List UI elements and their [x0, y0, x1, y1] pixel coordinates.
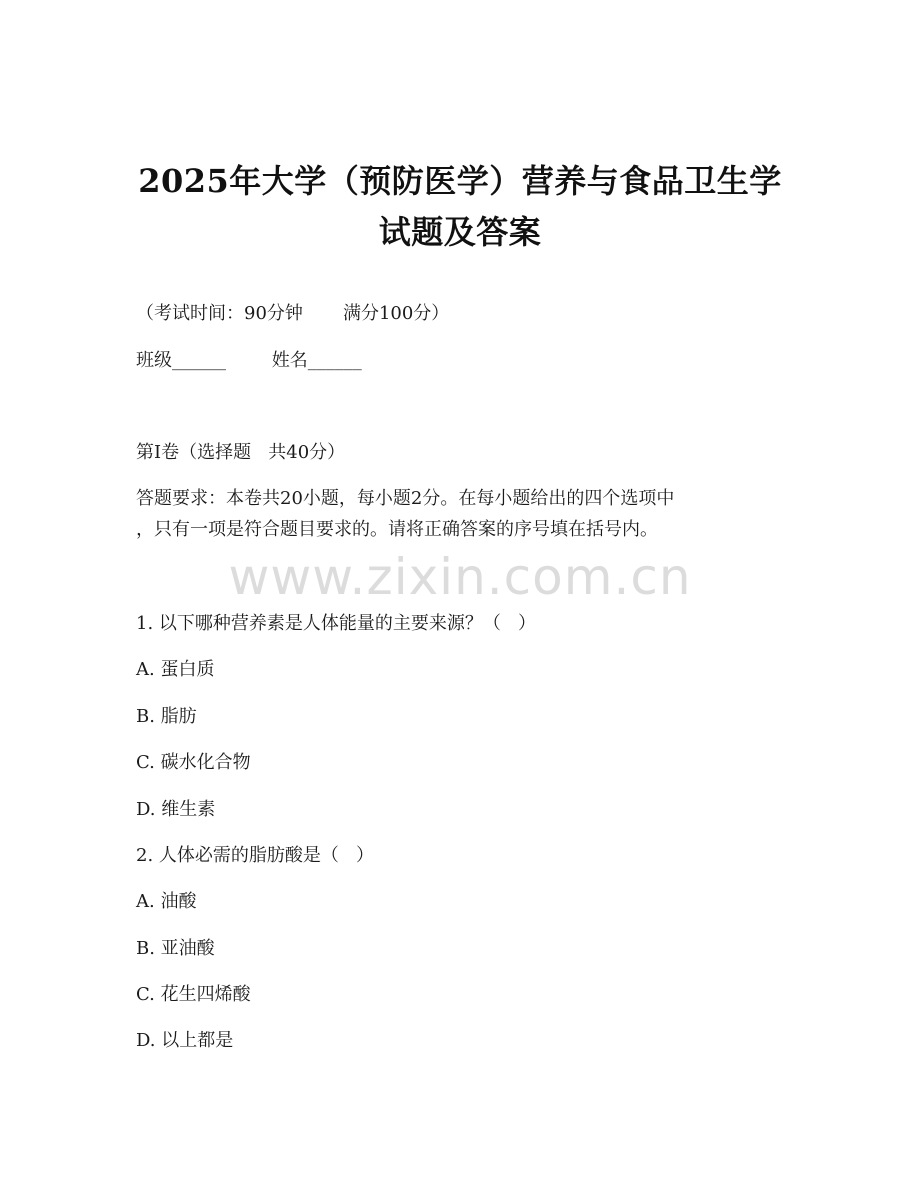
instructions-line-1: 答题要求：本卷共20小题，每小题2分。在每小题给出的四个选项中: [136, 488, 675, 509]
question-2-option-a: A. 油酸: [136, 891, 197, 912]
section-heading: 第I卷（选择题 共40分）: [136, 442, 346, 463]
watermark: www.zixin.com.cn: [228, 548, 692, 606]
question-2-option-c: C. 花生四烯酸: [136, 984, 251, 1005]
question-2-stem: 2. 人体必需的脂肪酸是（ ）: [136, 845, 375, 866]
instructions-line-2: ，只有一项是符合题目要求的。请将正确答案的序号填在括号内。: [136, 519, 658, 540]
question-1-option-d: D. 维生素: [136, 799, 216, 820]
question-1-option-a: A. 蛋白质: [136, 659, 215, 680]
document-title-line-2: 试题及答案: [378, 213, 542, 251]
document-title-line-1: 2025年大学（预防医学）营养与食品卫生学: [138, 162, 782, 200]
question-2-option-b: B. 亚油酸: [136, 938, 215, 959]
exam-info: （考试时间：90分钟 满分100分）: [136, 303, 450, 324]
question-1-option-c: C. 碳水化合物: [136, 752, 251, 773]
question-1-option-b: B. 脂肪: [136, 706, 197, 727]
question-1-stem: 1. 以下哪种营养素是人体能量的主要来源？（ ）: [136, 613, 537, 634]
class-name-line: 班级______ 姓名______: [136, 350, 362, 371]
question-2-option-d: D. 以上都是: [136, 1030, 234, 1051]
